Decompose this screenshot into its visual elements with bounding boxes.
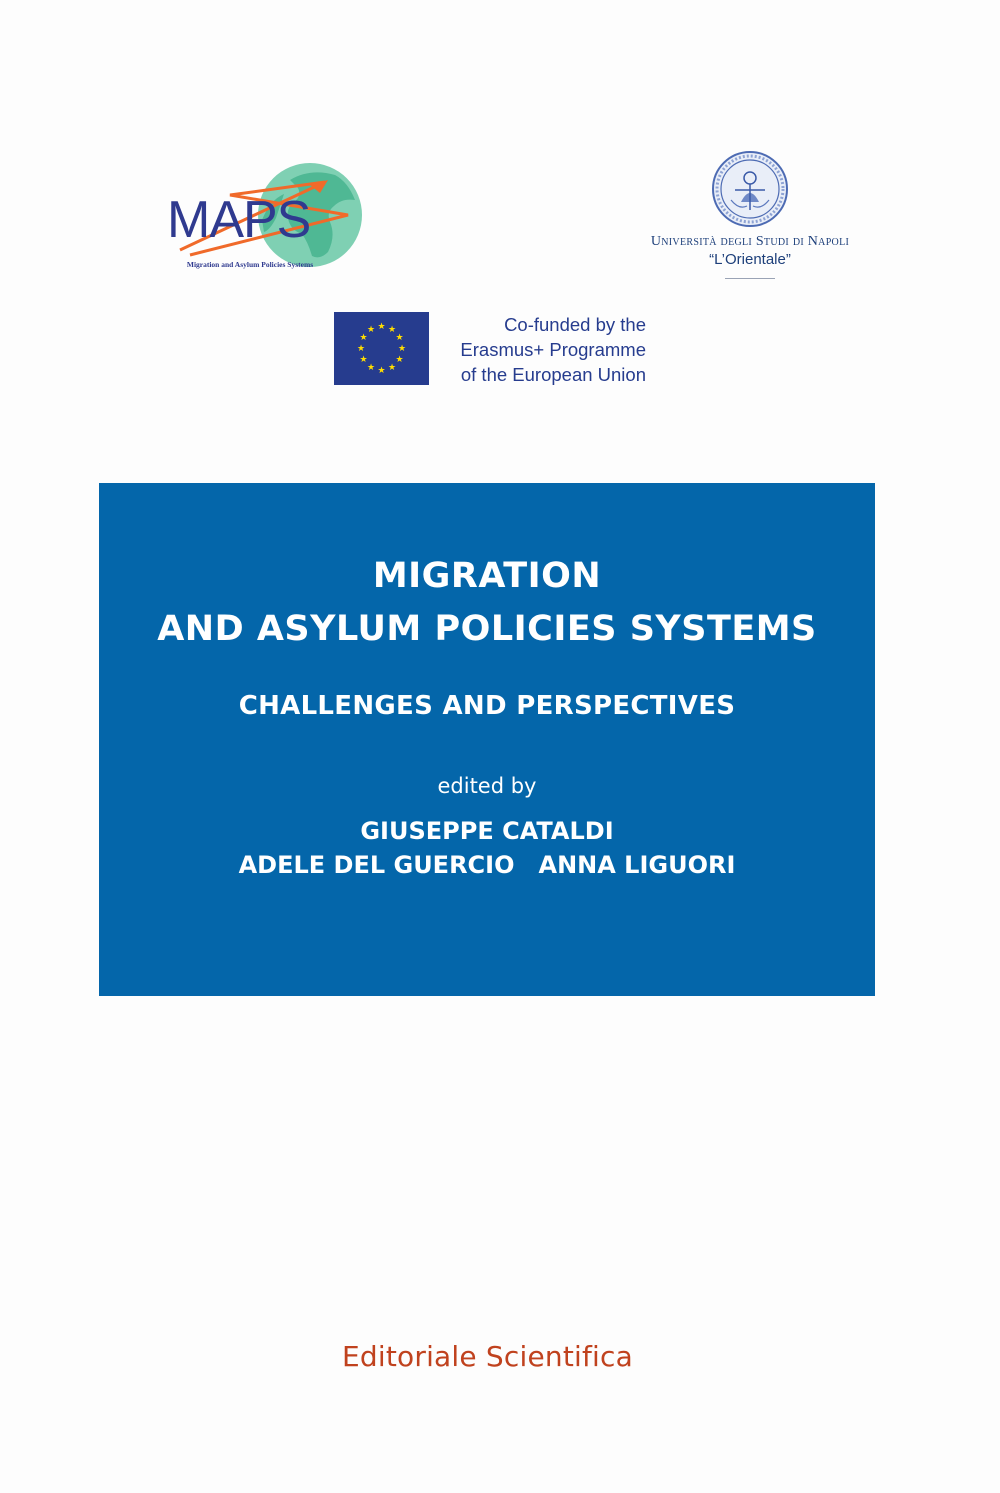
svg-text:★: ★ [359,355,368,365]
university-logo [620,150,880,280]
svg-text:★: ★ [366,363,376,373]
university-subname: “L’Orientale” [709,251,791,268]
book-title-line-1: MIGRATION [372,556,602,596]
book-title-line-2: AND ASYLUM POLICIES SYSTEMS [157,609,817,649]
svg-text:★: ★ [387,325,397,335]
maps-tagline: Migration and Asylum Policies Systems [186,260,314,269]
svg-text:★: ★ [377,366,386,376]
editor-name: ANNA LIGUORI [538,851,736,879]
svg-text:★: ★ [356,344,366,354]
svg-text:★: ★ [366,325,376,335]
publisher-name: Editoriale Scientifica [342,1340,633,1373]
erasmus-line: Co-funded by the [504,314,646,335]
maps-wordmark: MAPS [167,191,311,249]
editors [99,814,875,882]
maps-logo [150,160,350,275]
eu-flag-icon [334,312,429,385]
svg-text:★: ★ [387,363,397,373]
svg-text:★: ★ [397,344,407,354]
edited-by-label: edited by [437,774,537,798]
svg-text:★: ★ [359,333,368,343]
title-block [99,483,875,996]
erasmus-line: of the European Union [460,364,646,385]
editor-name: ADELE DEL GUERCIO [238,851,515,879]
svg-text:★: ★ [395,355,404,365]
editor-name: GIUSEPPE CATALDI [360,817,614,845]
university-name: Università degli Studi di Napoli [650,234,850,249]
erasmus-line: Erasmus+ Programme [460,339,646,360]
erasmus-logo [334,310,664,390]
divider [725,278,775,279]
svg-text:★: ★ [395,333,404,343]
erasmus-text [444,312,646,387]
svg-text:★: ★ [377,322,386,332]
university-seal-icon [711,150,789,228]
book-subtitle: CHALLENGES AND PERSPECTIVES [238,691,736,721]
